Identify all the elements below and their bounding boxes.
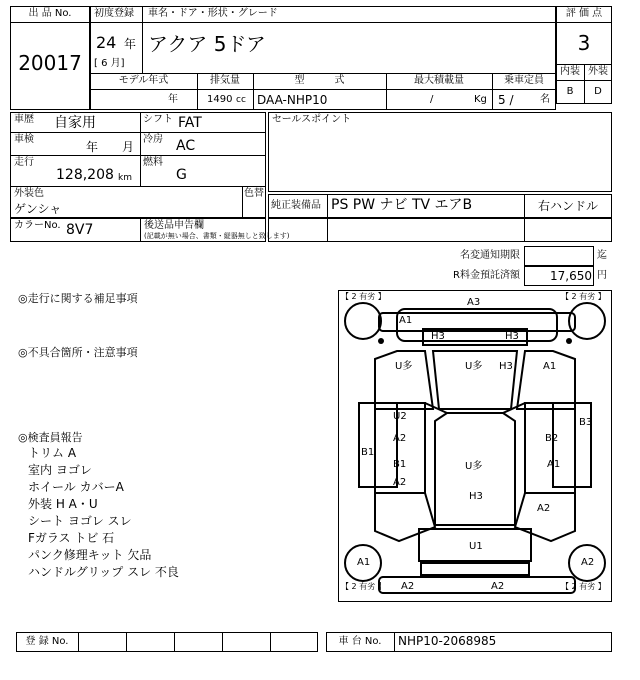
recycle-unit: 円 [597, 270, 607, 281]
exterior-color-value: ゲンシャ [14, 202, 62, 216]
model-year-label: モデル年式 [118, 75, 169, 86]
score-label: 評 価 点 [565, 8, 603, 19]
car-outline [339, 291, 611, 601]
docs-note: (記載が無い場合、書類・縦器無しと致します) [144, 232, 290, 240]
exterior-grade: D [594, 86, 602, 97]
lot-label: 出 品 No. [28, 8, 72, 19]
mark-roof-u: U多 [465, 461, 483, 472]
inspection-year-unit: 年 [86, 140, 99, 154]
list-item: ホイール カバーA [28, 480, 124, 494]
year-unit: 年 [124, 37, 137, 51]
usage-value: 自家用 [54, 115, 96, 131]
car-name: アクア 5ドア [148, 32, 266, 56]
mark-back-door: U1 [469, 541, 483, 552]
equipment-label: 純正装備品 [271, 200, 321, 211]
list-item: パンク修理キット 欠品 [28, 548, 152, 562]
driving-heading: ◎走行に関する補足事項 [18, 292, 138, 305]
color-no-label: カラーNo. [14, 220, 61, 231]
steering-value: 右ハンドル [537, 199, 598, 213]
mileage-label: 走行 [14, 157, 34, 168]
ac-value: AC [176, 138, 196, 154]
mileage-unit: km [118, 173, 132, 183]
mark-headlight-right: H3 [505, 331, 519, 342]
score-value: 3 [577, 31, 591, 55]
capacity-unit: 名 [540, 94, 550, 105]
usage-label: 車歴 [14, 114, 34, 125]
model-year-unit: 年 [168, 94, 178, 105]
max-load-unit: Kg [474, 94, 487, 105]
model-type-label: 型 式 [294, 75, 345, 86]
docs-label: 後送品申告欄 [144, 220, 204, 231]
reg-no-label: 登 録 No. [25, 636, 69, 647]
mark-left-side: B1 [361, 447, 375, 458]
mileage-value: 128,208 [56, 167, 114, 183]
car-diagram [338, 290, 612, 602]
recycle-amount: 17,650 [550, 269, 592, 283]
tire-top-left: 【 2 有劣 】 [341, 292, 386, 301]
list-item: 室内 ヨゴレ [28, 463, 92, 477]
inspector-items [28, 445, 179, 581]
exterior-label: 外装 [588, 66, 608, 77]
lot-number: 20017 [18, 51, 82, 75]
shift-label: シフト [143, 114, 173, 125]
transfer-label: 名変通知期限 [460, 250, 520, 261]
mark-fender-right: A1 [543, 361, 557, 372]
mark-hood-main: U多 [465, 361, 483, 372]
mark-front-bumper: A3 [467, 297, 481, 308]
chassis-number: NHP10-2068985 [398, 634, 497, 648]
list-item: 外装 H A・U [28, 497, 98, 511]
mark-headlight-left: H3 [431, 331, 445, 342]
shift-value: FAT [178, 115, 202, 131]
mark-quarter-right: A2 [537, 503, 551, 514]
inspection-month-unit: 月 [122, 140, 135, 154]
displacement-unit: cc [236, 95, 246, 105]
sales-points-label: セールスポイント [272, 114, 352, 125]
mark-roof-h: H3 [469, 491, 483, 502]
tire-top-right: 【 2 有劣 】 [561, 292, 606, 301]
tire-bottom-right: 【 2 有劣 】 [561, 582, 606, 591]
max-load-slash: / [430, 94, 434, 105]
defects-heading: ◎不具合箇所・注意事項 [18, 346, 138, 359]
equipment-value: PS PW ナビ TV エアB [331, 197, 473, 213]
list-item: シート ヨゴレ スレ [28, 514, 132, 528]
displacement-label: 排気量 [210, 75, 240, 86]
max-load-label: 最大積載量 [414, 75, 464, 86]
mark-left-door-rear-1: B1 [393, 459, 407, 470]
mark-tire-rear-right: A2 [581, 557, 595, 568]
first-reg-year: 24 [96, 33, 117, 52]
inspection-label: 車検 [14, 134, 34, 145]
mark-right-door-front: B2 [545, 433, 559, 444]
first-reg-month: [ 6 月] [94, 58, 125, 69]
displacement: 1490 [207, 94, 233, 105]
capacity-label: 乗車定員 [504, 75, 544, 86]
mark-right-door-rear: A1 [547, 459, 561, 470]
color-no-value: 8V7 [66, 222, 94, 238]
fuel-label: 燃料 [143, 157, 163, 168]
tire-bottom-left: 【 2 有劣 】 [341, 582, 386, 591]
mark-front-door-right: B3 [579, 417, 593, 428]
chassis-label: 車 台 No. [338, 636, 382, 647]
transfer-unit: 迄 [597, 250, 607, 261]
first-reg-label: 初度登録 [94, 8, 134, 19]
mark-left-door-front-2: A2 [393, 433, 407, 444]
exterior-color-label: 外装色 [14, 188, 44, 199]
fuel-value: G [176, 167, 187, 183]
list-item: Fガラス トビ 石 [28, 531, 115, 545]
model-type: DAA-NHP10 [257, 93, 328, 107]
interior-label: 内装 [560, 66, 580, 77]
list-item: トリム A [28, 446, 77, 460]
mark-front-lip: A1 [399, 315, 413, 326]
car-name-label: 車名・ドア・形状・グレード [148, 8, 278, 19]
mark-left-door-front-1: U2 [393, 411, 407, 422]
mark-left-door-rear-2: A2 [393, 477, 407, 488]
list-item: ハンドルグリップ スレ 不良 [28, 565, 179, 579]
color-change-label: 色替 [244, 188, 264, 199]
mark-hood-h: H3 [499, 361, 513, 372]
inspector-heading: ◎検査員報告 [18, 431, 83, 444]
transfer-box [524, 246, 594, 266]
mark-rear-bumper-left: A2 [401, 581, 415, 592]
capacity: 5 / [498, 93, 514, 107]
recycle-label: R料金預託済額 [453, 270, 520, 281]
mark-hood-u: U多 [395, 361, 413, 372]
ac-label: 冷房 [143, 134, 163, 145]
mark-rear-bumper-center: A2 [491, 581, 505, 592]
interior-grade: B [566, 86, 574, 97]
mark-tire-rear-left: A1 [357, 557, 371, 568]
